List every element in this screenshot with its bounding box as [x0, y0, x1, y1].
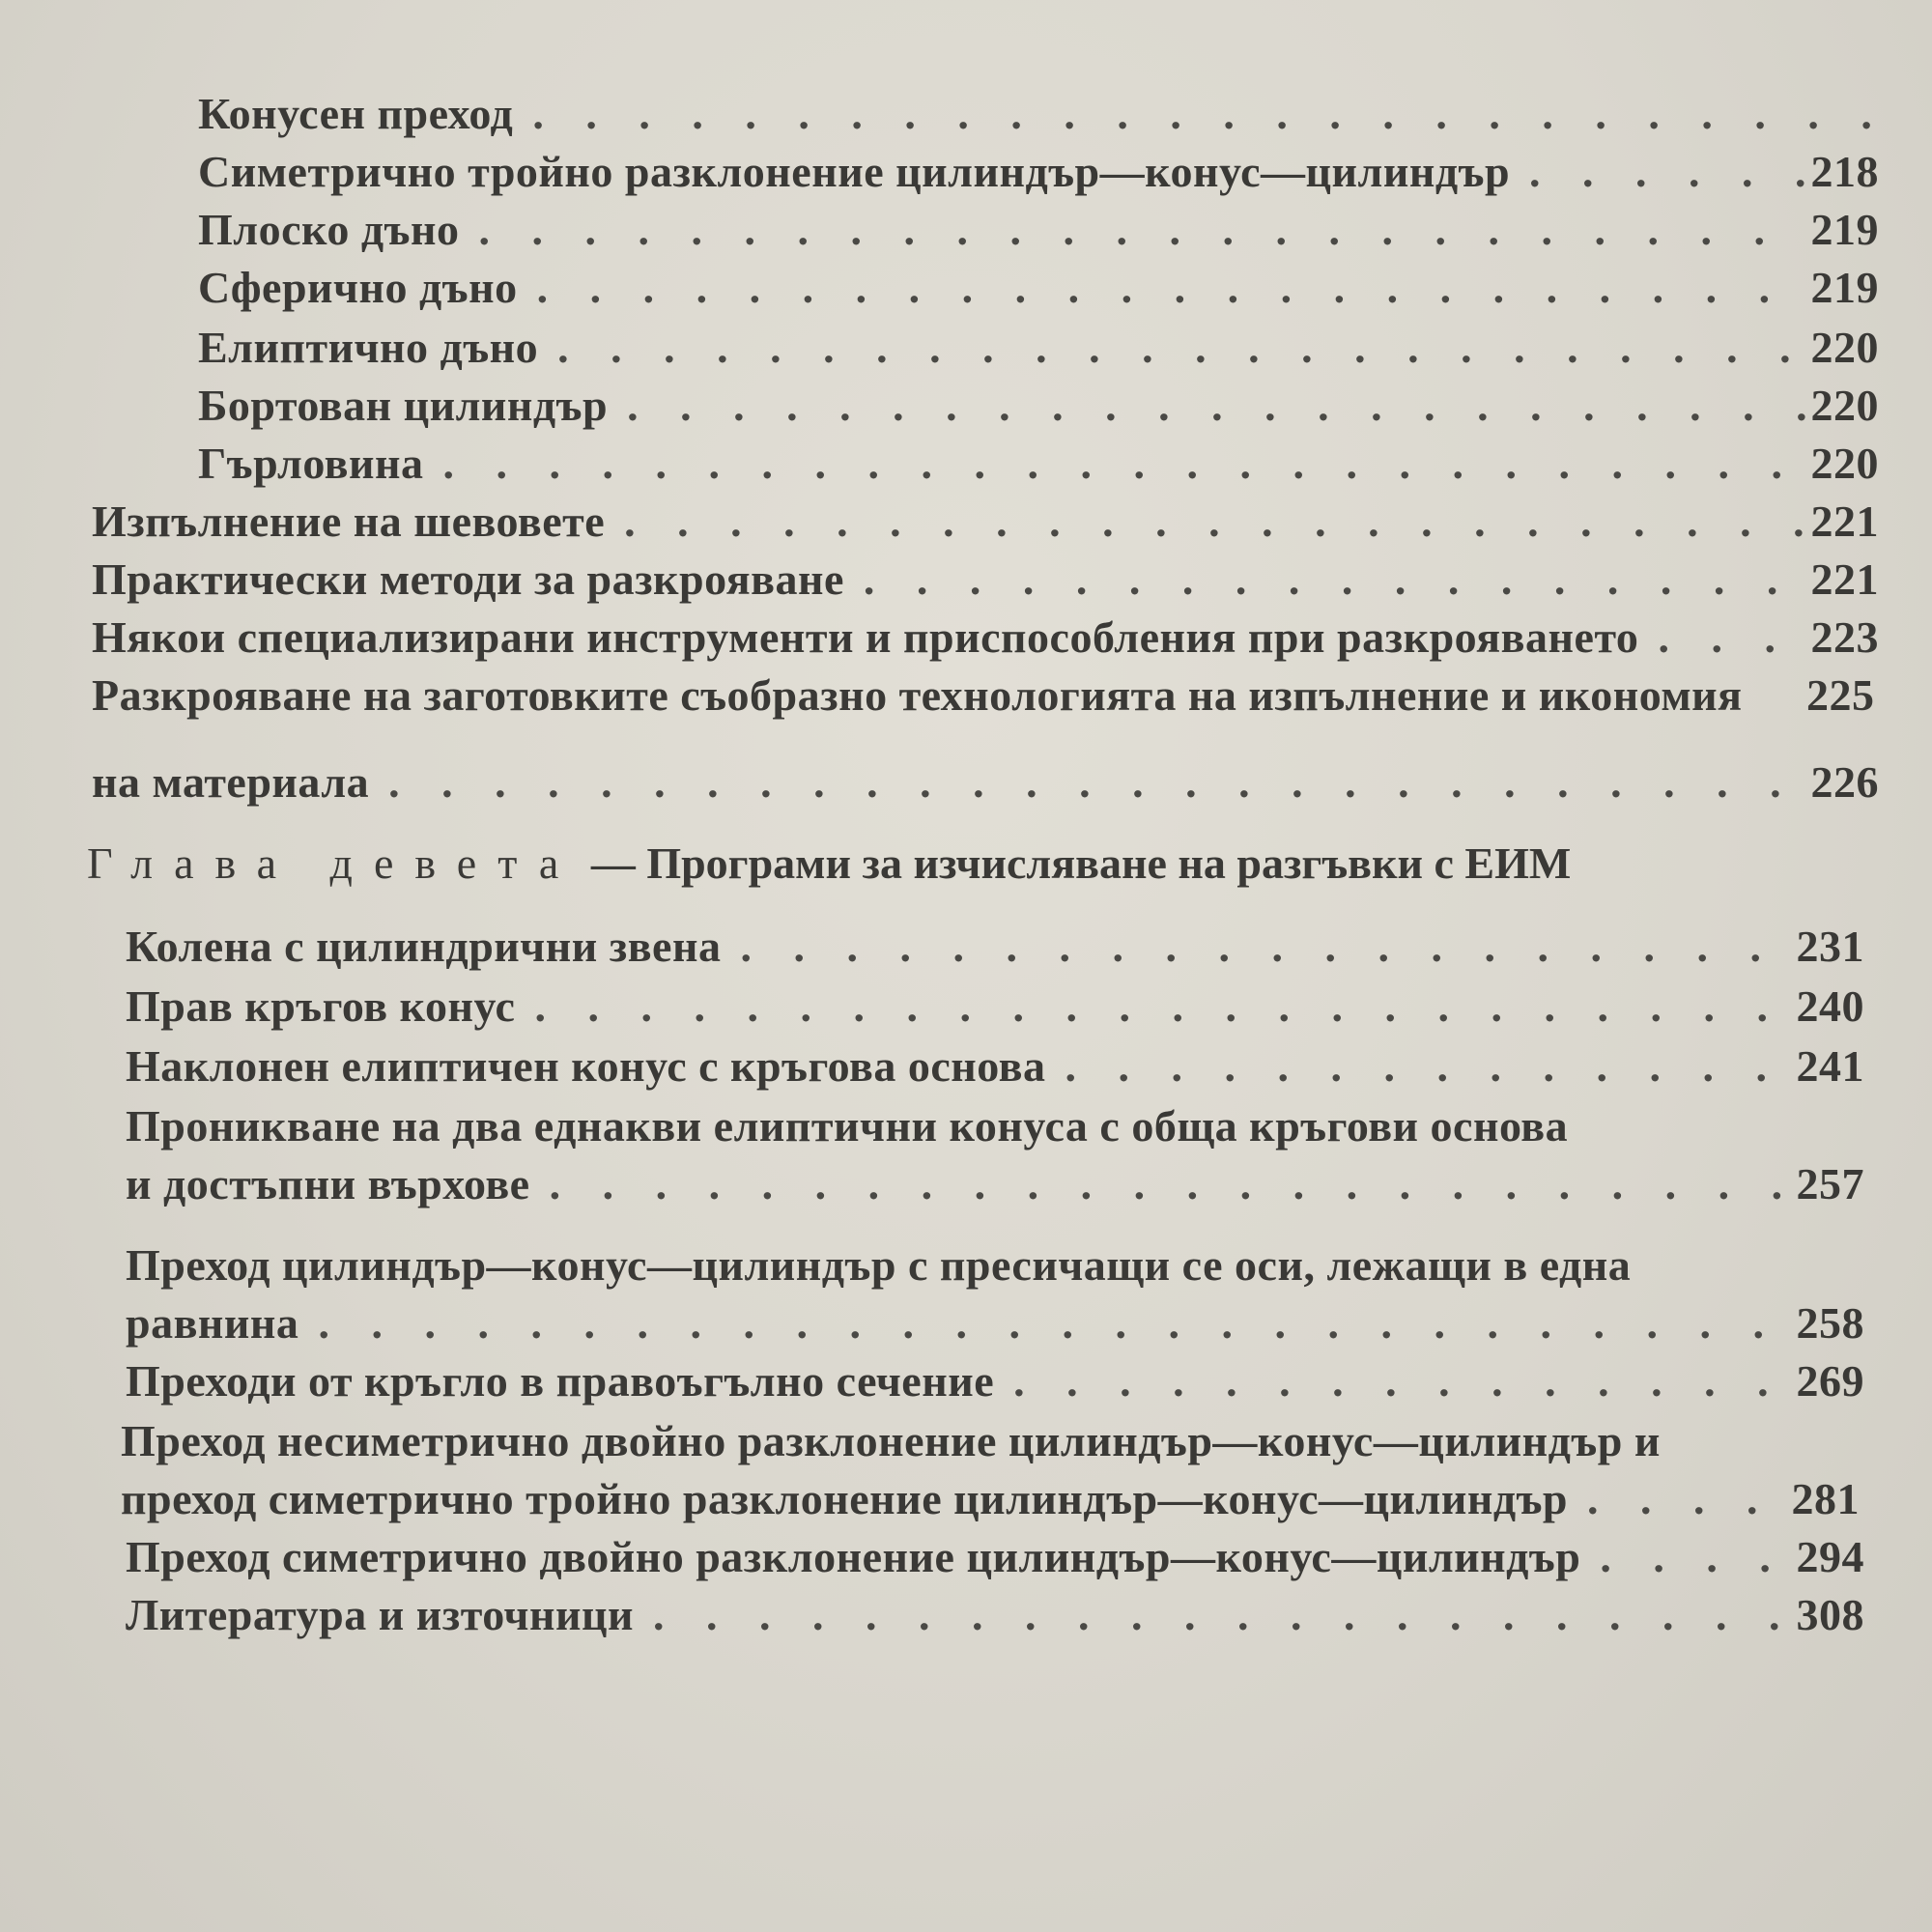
dot-leader	[318, 1294, 1790, 1352]
toc-entry-razkroyavane-zagotovki-line2	[92, 753, 1879, 811]
dot-leader	[627, 377, 1804, 435]
toc-entry-title: Гърловина	[198, 439, 424, 488]
toc-entry-bortovan-tsilindar	[198, 377, 1879, 435]
toc-entry-pronikvane-line1	[126, 1097, 1568, 1155]
chapter-dash: —	[580, 838, 647, 888]
toc-entry-title: Разкрояване на заготовките съобразно технологията на изпълнение и икономия	[92, 670, 1743, 720]
toc-entry-title: Някои специализирани инструменти и приспособления при разкрояването	[92, 612, 1639, 662]
toc-entry-title: Сферично дъно	[198, 263, 518, 312]
dot-leader	[479, 201, 1805, 259]
toc-page-number: 257	[1796, 1159, 1864, 1208]
toc-entry-title: Наклонен елиптичен конус с кръгова основа	[126, 1041, 1046, 1091]
toc-entry-title: Проникване на два еднакви елиптични конуса с обща кръгови основа	[126, 1101, 1569, 1151]
toc-entry-title: Конусен преход	[198, 89, 514, 138]
toc-entry-nesimetrichno-line2	[121, 1470, 1860, 1528]
toc-entry-prehod-presichashti-line2	[126, 1294, 1864, 1352]
dot-leader	[1600, 1528, 1790, 1586]
dot-leader	[1658, 609, 1804, 667]
toc-page-number: 281	[1791, 1474, 1860, 1523]
toc-entry-simetrichno-troyno	[198, 143, 1879, 201]
toc-entry-prav-kragov-konus	[126, 978, 1864, 1036]
toc-page-number: 240	[1796, 981, 1864, 1031]
toc-entry-konusen-prehod	[198, 85, 1879, 143]
toc-page-number: 219	[1810, 205, 1879, 254]
toc-entry-title: Преход цилиндър—конус—цилиндър с пресичащи се оси, лежащи в една	[126, 1240, 1632, 1290]
toc-entry-title: Изпълнение на шевовете	[92, 497, 606, 546]
toc-entry-prehodi-ot-kraglo	[126, 1352, 1864, 1410]
dot-leader	[388, 753, 1804, 811]
toc-entry-title: Елиптично дъно	[198, 323, 539, 372]
dot-leader	[532, 85, 1873, 143]
dot-leader	[537, 259, 1805, 317]
toc-entry-title: Преход симетрично двойно разклонение цилиндър—конус—цилиндър	[126, 1532, 1581, 1581]
toc-entry-title: равнина	[126, 1298, 299, 1348]
toc-entry-title: Симетрично тройно разклонение цилиндър—конус—цилиндър	[198, 147, 1511, 196]
chapter-title: Програми за изчисляване на разгъвки с ЕИМ	[646, 838, 1572, 888]
toc-entry-title: Колена с цилиндрични звена	[126, 922, 722, 971]
toc-page-number: 221	[1810, 497, 1879, 546]
dot-leader	[1529, 143, 1804, 201]
toc-entry-izpalnenie-shevove	[92, 493, 1879, 551]
dot-leader	[550, 1155, 1791, 1213]
toc-page-number: 226	[1810, 757, 1879, 807]
toc-page-number: 294	[1796, 1532, 1864, 1581]
toc-entry-literatura	[126, 1586, 1864, 1644]
toc-page-number: 218	[1810, 147, 1879, 196]
toc-entry-garlovina	[198, 435, 1879, 493]
toc-entry-title: Прав кръгов конус	[126, 981, 516, 1031]
toc-entry-title: на материала	[92, 757, 370, 807]
dot-leader	[740, 918, 1790, 976]
toc-entry-title: преход симетрично тройно разклонение цилиндър—конус—цилиндър	[121, 1474, 1569, 1523]
dot-leader	[443, 435, 1805, 493]
toc-entry-razkroyavane-zagotovki-line1	[92, 667, 1743, 724]
toc-page-number: 241	[1796, 1041, 1864, 1091]
toc-entry-nesimetrichno-line1	[121, 1412, 1661, 1470]
toc-entry-title: Преходи от кръгло в правоъгълно сечение	[126, 1356, 995, 1406]
toc-entry-title: Практически методи за разкрояване	[92, 554, 844, 604]
dot-leader	[653, 1586, 1790, 1644]
toc-page-number: 258	[1796, 1298, 1864, 1348]
toc-page-number: 308	[1796, 1590, 1864, 1639]
toc-entry-plosko-dano	[198, 201, 1879, 259]
dot-leader	[534, 978, 1790, 1036]
toc-entry-title: Бортован цилиндър	[198, 381, 609, 430]
toc-entry-title: Преход несиметрично двойно разклонение цилиндър—конус—цилиндър и	[121, 1416, 1661, 1465]
toc-entry-title: Плоско дъно	[198, 205, 460, 254]
toc-page-number: 221	[1810, 554, 1879, 604]
dot-leader	[557, 319, 1804, 377]
toc-entry-title: Литература и източници	[126, 1590, 635, 1639]
toc-entry-title: и достъпни върхове	[126, 1159, 530, 1208]
toc-entry-kolena	[126, 918, 1864, 976]
toc-entry-simetrichno-dvoyno	[126, 1528, 1864, 1586]
toc-page-number: 269	[1796, 1356, 1864, 1406]
dot-leader	[624, 493, 1804, 551]
toc-entry-pronikvane-line2	[126, 1155, 1864, 1213]
chapter-heading	[87, 835, 1571, 893]
toc-page-number: 219	[1810, 263, 1879, 312]
toc-entry-eliptichno-dano	[198, 319, 1879, 377]
toc-page-number: 220	[1810, 439, 1879, 488]
toc-page-number: 225	[1806, 670, 1875, 720]
toc-entry-prehod-presichashti-line1	[126, 1236, 1631, 1294]
toc-entry-naklonen-eliptichen-konus	[126, 1037, 1864, 1095]
dot-leader	[1013, 1352, 1790, 1410]
dot-leader	[1065, 1037, 1791, 1095]
dot-leader	[1587, 1470, 1785, 1528]
chapter-label: Глава девета	[87, 838, 581, 888]
toc-page-number: 220	[1810, 381, 1879, 430]
toc-entry-specializirani-instrumenti	[92, 609, 1879, 667]
dot-leader	[864, 551, 1805, 609]
toc-entry-prakticheski-metodi	[92, 551, 1879, 609]
toc-page-number: 231	[1796, 922, 1864, 971]
toc-entry-sferichno-dano	[198, 259, 1879, 317]
toc-page-number: 220	[1810, 323, 1879, 372]
toc-page-number: 223	[1810, 612, 1879, 662]
